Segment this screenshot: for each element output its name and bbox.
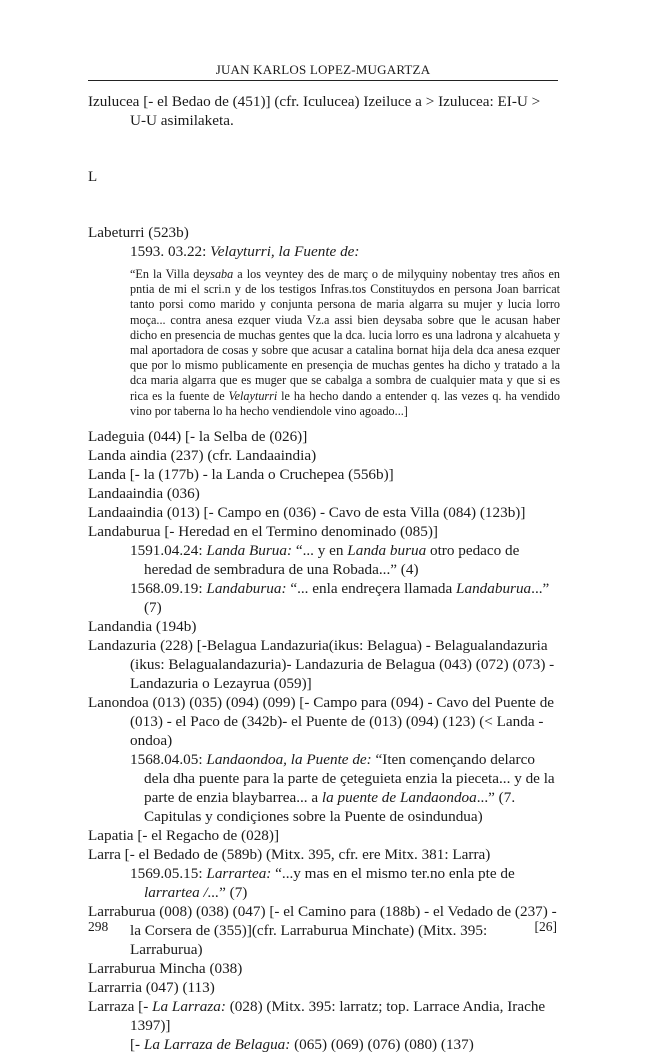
citation-labeturri: 1593. 03.22: Velayturri, la Fuente de: — [130, 243, 360, 260]
entry-landaburua: Landaburua [- Heredad en el Termino denominado (085)] — [88, 523, 438, 541]
bracket-page-number: [26] — [534, 919, 557, 934]
entry-landa: Landa [- la (177b) - la Landa o Cruchepea (556b)] — [88, 466, 394, 484]
citation-landaburua-1: 1591.04.24: Landa Burua: “... y en Landa burua otro pedaco de heredad de sembradura de una Robada...” (4) — [130, 542, 520, 579]
running-header: JUAN KARLOS LOPEZ-MUGARTZA — [88, 62, 558, 81]
dictionary-content — [88, 92, 560, 1054]
entry-larraza: Larraza [- La Larraza: (028) (Mitx. 395: larratz; top. Larrace Andia, Irache 1397)] — [88, 998, 546, 1035]
entry-ladeguia: Ladeguia (044) [- la Selba de (026)] — [88, 428, 308, 446]
entry-labeturri: Labeturri (523b) — [88, 224, 189, 241]
entry-landazuria: Landazuria (228) [-Belagua Landazuria(ikus: Belagua) - Belagualandazuria (ikus: Belagualandazuria)- Landazuria de Belagua (043) (072) (073) - Landazuria o Lezayrua (059)] — [88, 637, 555, 693]
entry-lapatia: Lapatia [- el Regacho de (028)] — [88, 827, 280, 845]
entry-landa-aindia: Landa aindia (237) (cfr. Landaaindia) — [88, 447, 317, 465]
section-letter: L — [88, 169, 98, 185]
citation-larra: 1569.05.15: Larrartea: “...y mas en el mismo ter.no enla pte de larrartea /...” (7) — [130, 865, 515, 902]
citation-lanondoa: 1568.04.05: Landaondoa, la Puente de: “Iten començando delarco dela dha puente para la parte de çeteguieta enzia la pieceta... y de la parte de enzia blaybarrea... a la puente de Landaondoa...” (7. Capitulas y condiçiones sobre la Puente de osindundua) — [130, 751, 555, 826]
entry-larrarria: Larrarria (047) (113) — [88, 979, 215, 997]
entry-lanondoa: Lanondoa (013) (035) (094) (099) [- Campo para (094) - Cavo del Puente de (013) - el Paco de (342b)- el Puente de (013) (094) (123) (< Landa -ondoa) — [88, 694, 555, 750]
page-number: 298 — [88, 919, 109, 934]
quote-labeturri: “En la Villa deysaba a los veyntey des de març o de milyquiny nobentay tres años en pntia de mi el scri.n y de los testigos Infras.tos Constituydos en persona Joan barricat tanto porsi como marido y conjunta persona de maria algarra su mujer y lucia lorro moça... contra anesa ezquer viuda Vz.a assi bien deysaba sobre que le acusan haber dicho en presencia de muchas gentes que la dca. lucia lorro es una ladrona y alcahueta y mal aportadora de cosas y sobre que acusar a catalina bornat hija dela dca anesa ezquer que por lo mismo publicamente en presençia de muchas gentes ha dicho y tratado a la dca maria algarra que es muger que se cabalga a sombra de cualquier mata y que si es rica es la fuente de Velayturri le ha hecho dando a entender q. las vezes q. ha vendido vino por taberna lo ha hecho vendiendole vino agoado...] — [130, 267, 560, 418]
entry-landaaindia-2: Landaaindia (013) [- Campo en (036) - Cavo de esta Villa (084) (123b)] — [88, 504, 526, 522]
entry-landandia: Landandia (194b) — [88, 618, 197, 636]
entry-larraburua-mincha: Larraburua Mincha (038) — [88, 960, 243, 978]
entry-landaaindia: Landaaindia (036) — [88, 485, 200, 503]
entry-izulucea: Izulucea [- el Bedao de (451)] (cfr. Iculucea) Izeiluce a > Izulucea: EI-U > U-U asimilaketa. — [88, 93, 541, 129]
entry-larra: Larra [- el Bedado de (589b) (Mitx. 395, cfr. ere Mitx. 381: Larra) — [88, 846, 491, 864]
citation-landaburua-2: 1568.09.19: Landaburua: “... enla endreçera llamada Landaburua...” (7) — [130, 580, 550, 617]
entry-larraza-belagua: [- La Larraza de Belagua: (065) (069) (076) (080) (137) — [130, 1036, 474, 1054]
entry-larraburua: Larraburua (008) (038) (047) [- el Camino para (188b) - el Vedado de (237) - la Corsera de (355)](cfr. Larraburua Minchate) (Mitx. 395: Larraburua) — [88, 903, 557, 959]
